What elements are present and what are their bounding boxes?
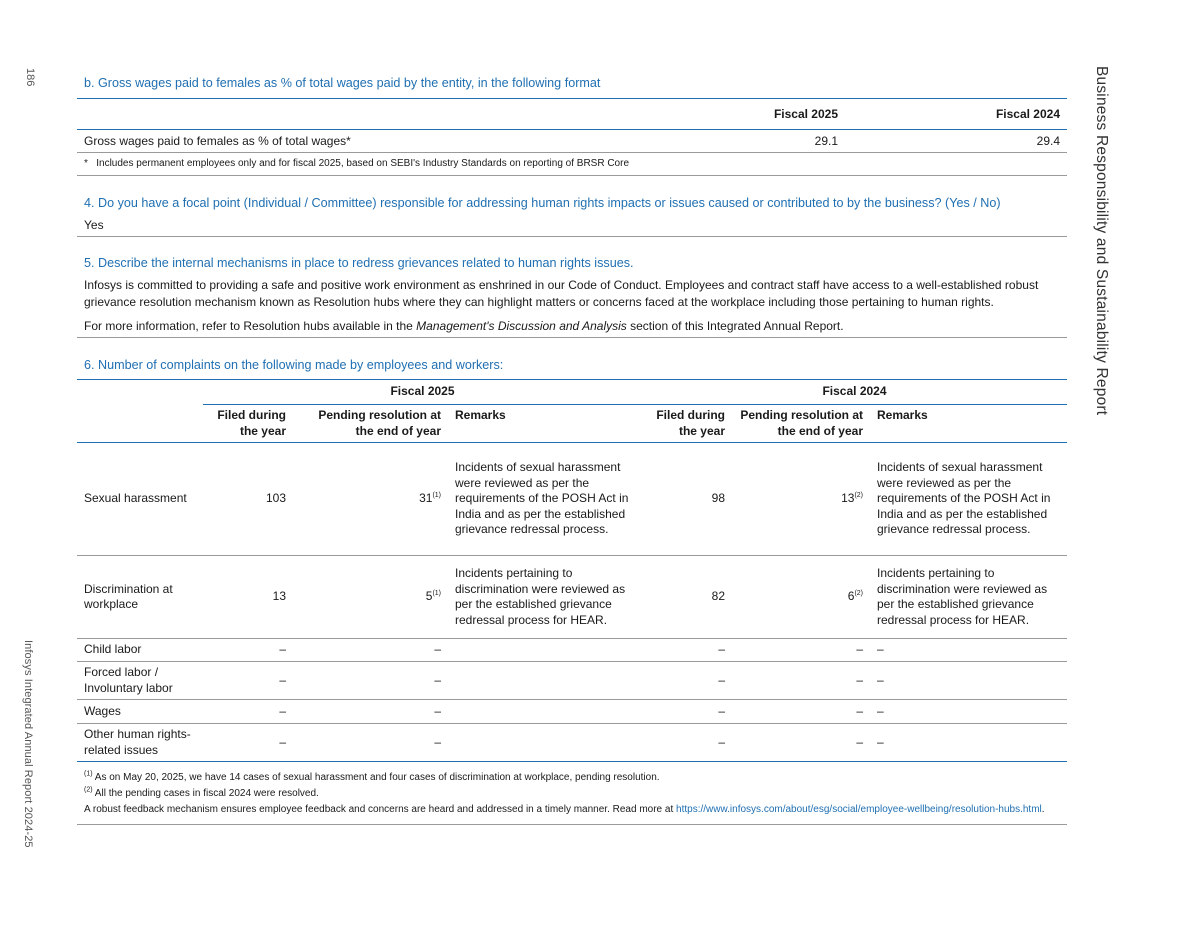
- remarks-2025: [448, 700, 642, 724]
- complaints-header-row: [77, 405, 1067, 443]
- pending-2024: –: [732, 639, 870, 662]
- remarks-2025: Incidents pertaining to discrimination were reviewed as per the established grievance redressal process for HEAR.: [448, 556, 642, 639]
- table-row: [77, 662, 1067, 700]
- wages-heading: b. Gross wages paid to females as % of total wages paid by the entity, in the following format: [84, 76, 601, 90]
- col-pending-2024: Pending resolution at the end of year: [732, 405, 870, 443]
- wages-col-fiscal-2024: Fiscal 2024: [995, 107, 1060, 121]
- filed-2024: 98: [642, 443, 732, 556]
- complaints-group-row: [77, 380, 1067, 405]
- wages-value-2024: 29.4: [845, 130, 1067, 153]
- page-content: [77, 76, 1067, 825]
- row-label: Child labor: [77, 639, 203, 662]
- row-label: Forced labor / Involuntary labor: [77, 662, 203, 700]
- pending-2025: 5$^{(1)}$: [293, 556, 448, 639]
- group-fiscal-2025: Fiscal 2025: [203, 380, 642, 405]
- footnote-1: $^{(1)}$ As on May 20, 2025, we have 14 cases of sexual harassment and four cases of discrimination at workplace, pending resolution.: [84, 770, 660, 783]
- group-fiscal-2024: Fiscal 2024: [642, 380, 1067, 405]
- col-pending-2025: Pending resolution at the end of year: [293, 405, 448, 443]
- pending-2025: –: [293, 700, 448, 724]
- col-remarks-2024: Remarks: [870, 405, 1067, 443]
- remarks-2024: Incidents of sexual harassment were reviewed as per the requirements of the POSH Act in India and as per the established grievance redressal process.: [870, 443, 1067, 556]
- filed-2025: –: [203, 700, 293, 724]
- q5-para2-emphasis: Management's Discussion and Analysis: [416, 319, 627, 333]
- pending-2024: –: [732, 700, 870, 724]
- filed-2024: –: [642, 724, 732, 762]
- report-title-side: Infosys Integrated Annual Report 2024-25: [22, 640, 34, 848]
- filed-2025: –: [203, 724, 293, 762]
- wages-row: [77, 130, 1067, 153]
- remarks-2024: –: [870, 700, 1067, 724]
- filed-2024: –: [642, 700, 732, 724]
- q5-para2-post: section of this Integrated Annual Report.: [626, 319, 844, 333]
- wages-col-fiscal-2025: Fiscal 2025: [773, 107, 838, 121]
- pending-2024: 13$^{(2)}$: [732, 443, 870, 556]
- page-number: 186: [24, 68, 36, 87]
- q6-heading: 6. Number of complaints on the following made by employees and workers:: [84, 358, 504, 372]
- footnote-2: $^{(2)}$ All the pending cases in fiscal 2024 were resolved.: [84, 786, 319, 799]
- filed-2025: 103: [203, 443, 293, 556]
- filed-2024: –: [642, 639, 732, 662]
- pending-2024: 6$^{(2)}$: [732, 556, 870, 639]
- remarks-2024: –: [870, 639, 1067, 662]
- remarks-2024: –: [870, 662, 1067, 700]
- q4-answer: Yes: [84, 218, 104, 232]
- pending-2024: –: [732, 662, 870, 700]
- remarks-2025: [448, 724, 642, 762]
- pending-2024: –: [732, 724, 870, 762]
- filed-2025: –: [203, 662, 293, 700]
- remarks-2024: –: [870, 724, 1067, 762]
- col-filed-2025: Filed during the year: [203, 405, 293, 443]
- remarks-2024: Incidents pertaining to discrimination were reviewed as per the established grievance redressal process for HEAR.: [870, 556, 1067, 639]
- footnote-text: Includes permanent employees only and for fiscal 2025, based on SEBI's Industry Standards on reporting of BRSR Core: [96, 158, 630, 169]
- q5-heading: 5. Describe the internal mechanisms in place to redress grievances related to human rights issues.: [84, 256, 634, 270]
- pending-2025: –: [293, 724, 448, 762]
- q5-paragraph-2: [77, 318, 1067, 337]
- q5-para2-pre: For more information, refer to Resolution hubs available in the: [84, 319, 417, 333]
- row-label: Discrimination at workplace: [77, 556, 203, 639]
- filed-2025: –: [203, 639, 293, 662]
- pending-2025: 31$^{(1)}$: [293, 443, 448, 556]
- table-row: [77, 556, 1067, 639]
- footnote-mark: *: [84, 158, 88, 169]
- row-label: Wages: [77, 700, 203, 724]
- filed-2024: –: [642, 662, 732, 700]
- remarks-2025: [448, 662, 642, 700]
- pending-2025: –: [293, 662, 448, 700]
- col-filed-2024: Filed during the year: [642, 405, 732, 443]
- remarks-2025: [448, 639, 642, 662]
- row-label: Other human rights-related issues: [77, 724, 203, 762]
- pending-2025: –: [293, 639, 448, 662]
- table-row: [77, 639, 1067, 662]
- footnote-3: A robust feedback mechanism ensures employee feedback and concerns are heard and addressed in a timely manner. Read more at https://www.infosys.com/about/esg/social/employee-wellbeing/resolution-hubs.html.: [84, 804, 1045, 815]
- row-label: Sexual harassment: [77, 443, 203, 556]
- wages-table: [77, 99, 1067, 153]
- q5-paragraph-1: Infosys is committed to providing a safe and positive work environment as enshrined in our Code of Conduct. Employees and contract staff have access to a well-established robust grievance resolution mechanism known as Resolution hubs where they can highlight matters or concerns faced at the workplace including those pertaining to human rights.: [84, 278, 1039, 309]
- wages-header-row: [77, 99, 1067, 130]
- q4-heading: 4. Do you have a focal point (Individual / Committee) responsible for addressing human rights impacts or issues caused or contributed to by the business? (Yes / No): [84, 196, 1001, 210]
- col-remarks-2025: Remarks: [448, 405, 642, 443]
- resolution-hubs-link[interactable]: https://www.infosys.com/about/esg/social/employee-wellbeing/resolution-hubs.html: [676, 804, 1042, 815]
- remarks-2025: Incidents of sexual harassment were reviewed as per the requirements of the POSH Act in India and as per the established grievance redressal process.: [448, 443, 642, 556]
- wages-footnote: [77, 153, 1067, 176]
- table-row: [77, 724, 1067, 762]
- complaints-table: [77, 379, 1067, 762]
- table-row: [77, 443, 1067, 556]
- wages-value-2025: 29.1: [711, 130, 845, 153]
- filed-2024: 82: [642, 556, 732, 639]
- wages-row-label: Gross wages paid to females as % of total wages*: [77, 130, 711, 153]
- complaints-footnotes: [77, 771, 1067, 825]
- table-row: [77, 700, 1067, 724]
- section-title-side: Business Responsibility and Sustainability Report: [1093, 66, 1110, 416]
- filed-2025: 13: [203, 556, 293, 639]
